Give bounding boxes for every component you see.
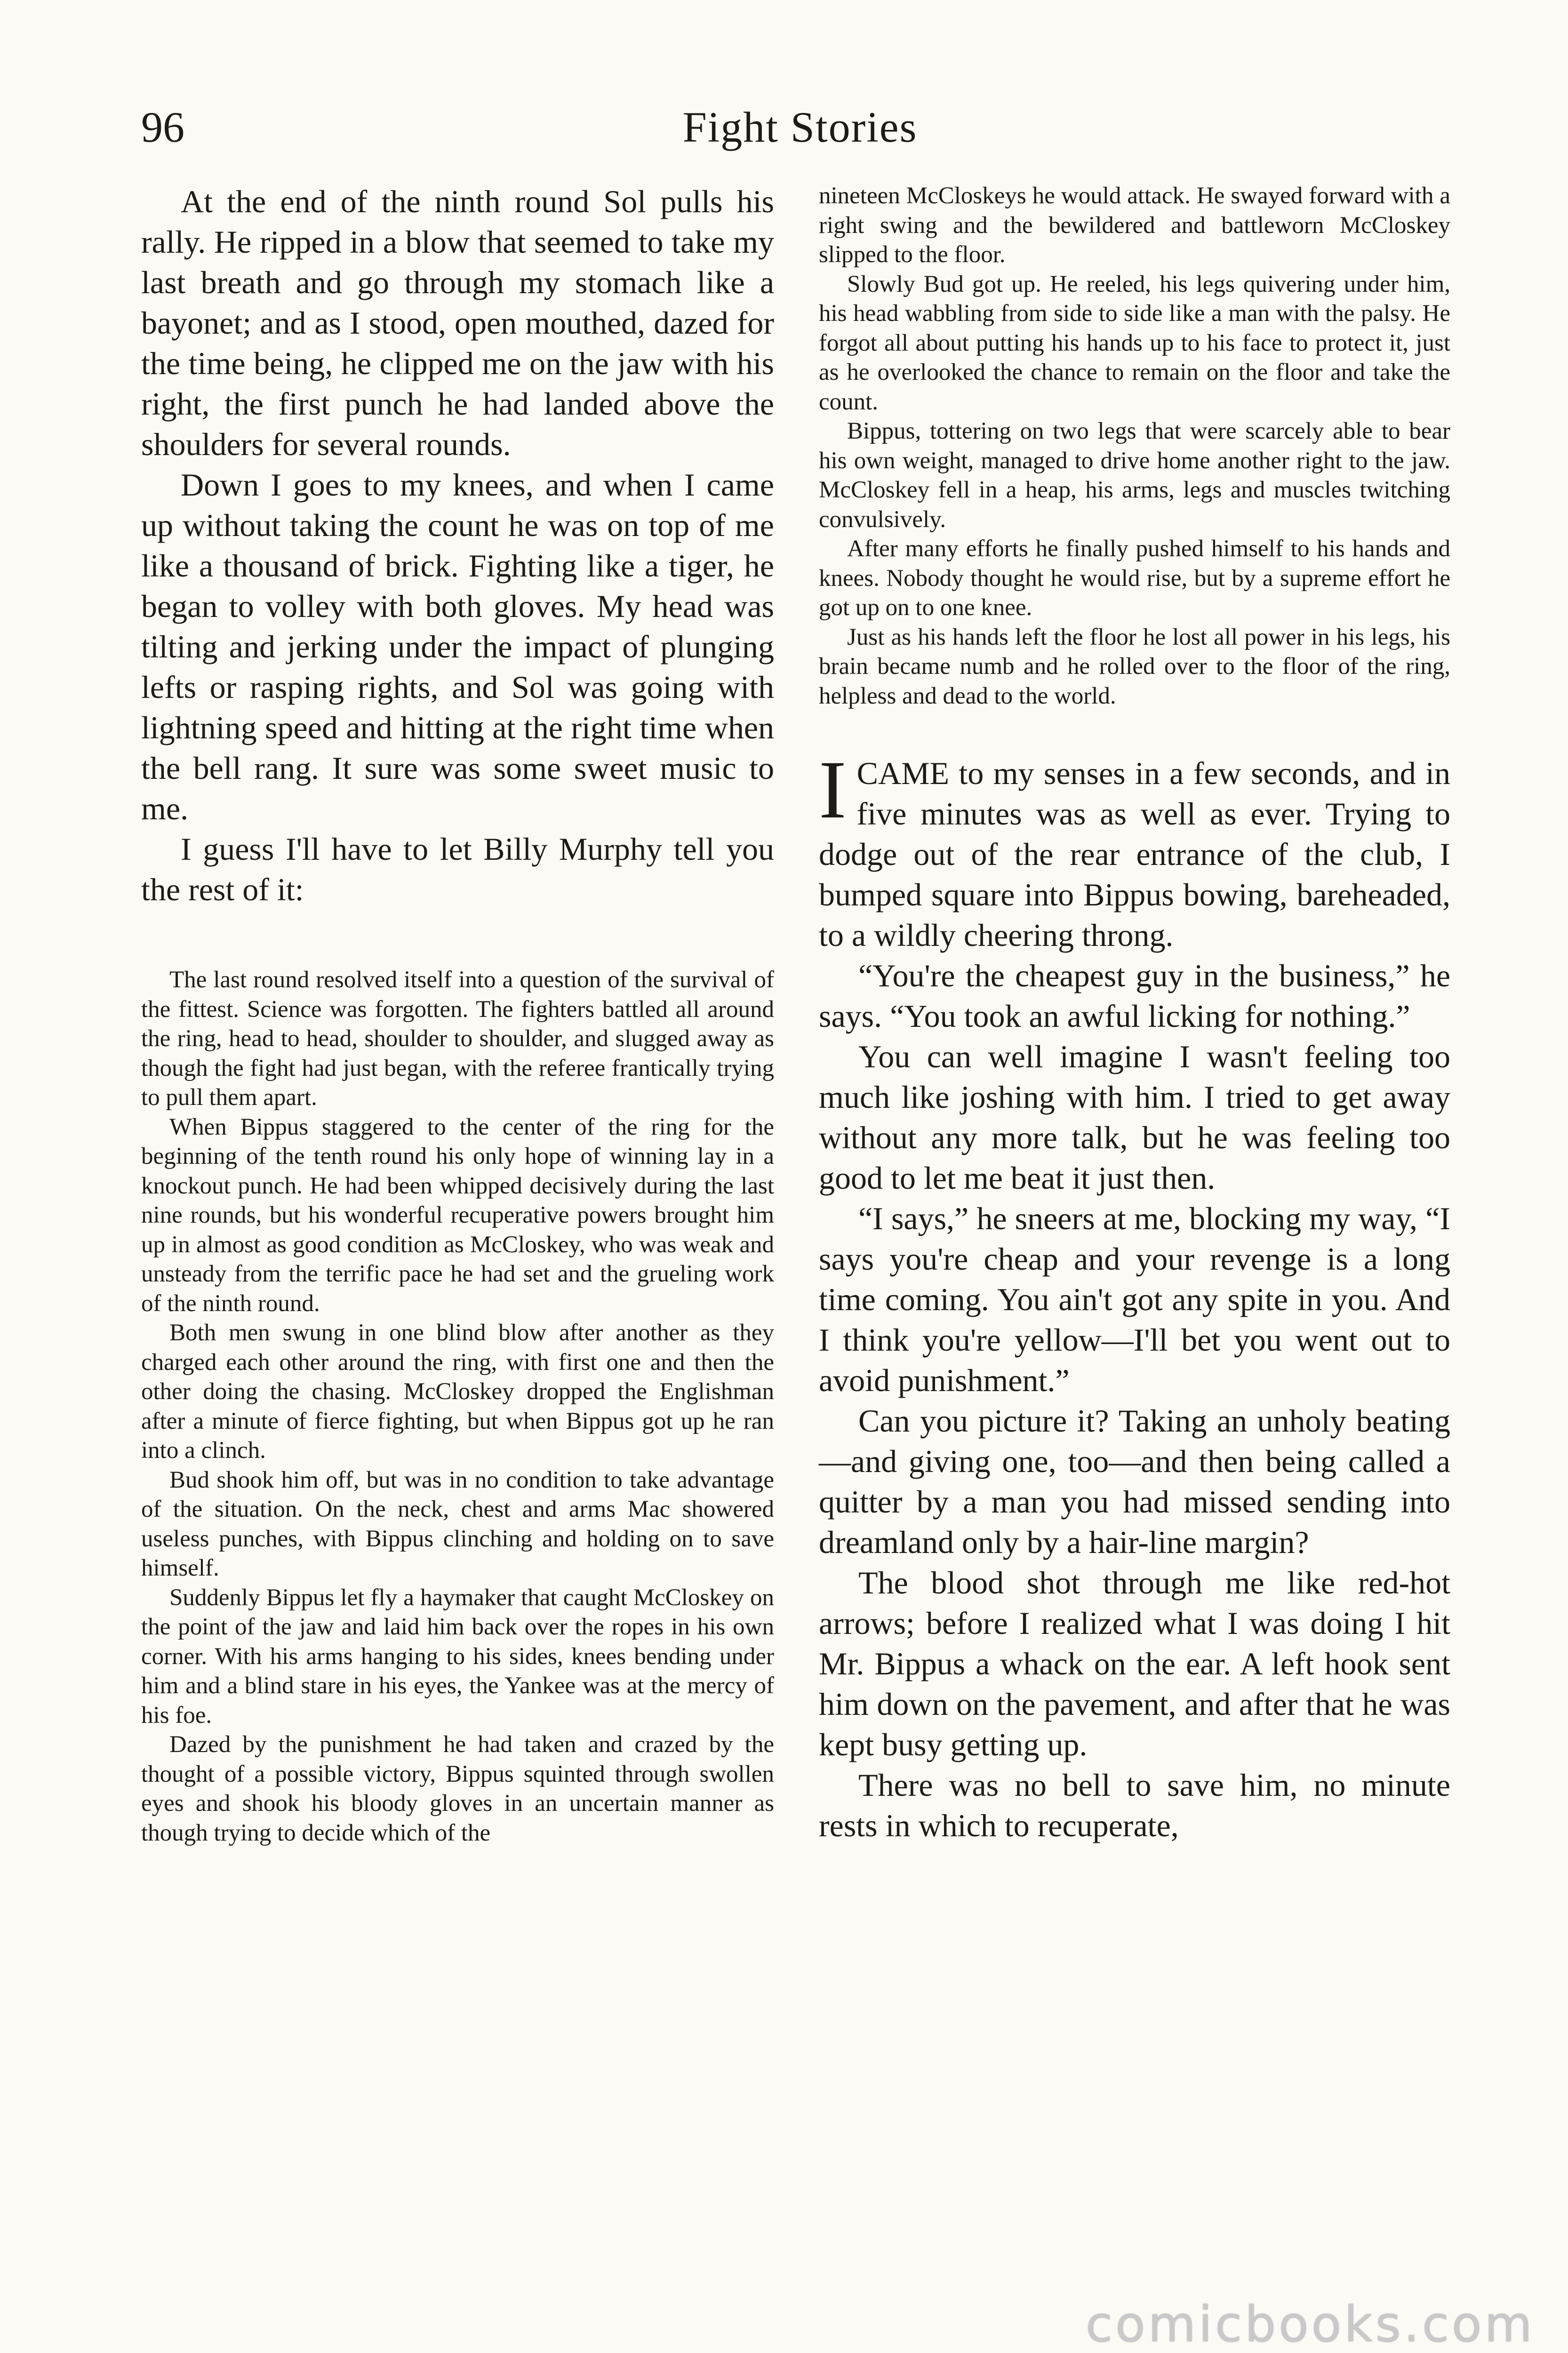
narrative-block [141,181,774,910]
right-column [819,181,1450,1846]
paragraph: There was no bell to save him, no minute rests in which to recuperate, [819,1767,1450,1843]
quoted-paragraph: nineteen McCloskeys he would attack. He swayed forward with a right swing and the bewildered and battleworn McCloskey slipped to the floor. [819,183,1450,268]
narrative-block [819,744,1450,1846]
quoted-paragraph: The last round resolved itself into a question of the survival of the fittest. Science was forgotten. The fighters battled all around the ring, head to head, shoulder to shoulder, and slugged away as though the fight had just began, with the referee frantically trying to pull them apart. [141,967,774,1111]
left-column [141,181,774,1848]
section-opening-paragraph [819,744,1450,955]
quoted-paragraph: Dazed by the punishment he had taken and crazed by the thought of a possible victory, Bippus squinted through swollen eyes and shook his bloody gloves in an uncertain manner as though trying to decide which of the [141,1731,774,1846]
quoted-paragraph: Just as his hands left the floor he lost all power in his legs, his brain became numb and he rolled over to the floor of the ring, helpless and dead to the world. [819,624,1450,709]
running-title: Fight Stories [682,103,918,151]
paragraph: You can well imagine I wasn't feeling too much like joshing with him. I tried to get away without any more talk, but he was feeling too good to let me beat it just then. [819,1039,1450,1196]
quoted-paragraph: Slowly Bud got up. He reeled, his legs quivering under him, his head wabbling from side to side like a man with the palsy. He forgot all about putting his hands up to his face to protect it, just as he overlooked the chance to remain on the floor and take the count. [819,271,1450,415]
quoted-paragraph: After many efforts he finally pushed himself to his hands and knees. Nobody thought he would rise, but by a supreme effort he got up on to one knee. [819,536,1450,621]
quoted-paragraph: Bud shook him off, but was in no condition to take advantage of the situation. On the neck, chest and arms Mac showered useless punches, with Bippus clinching and holding on to save himself. [141,1466,774,1581]
paragraph: “You're the cheapest guy in the business,” he says. “You took an awful licking for nothing.” [819,958,1450,1034]
quoted-report-continued [819,181,1450,711]
quoted-paragraph: Bippus, tottering on two legs that were scarcely able to bear his own weight, managed to drive home another right to the jaw. McCloskey fell in a heap, his arms, legs and muscles twitching convulsively. [819,418,1450,533]
quoted-paragraph: When Bippus staggered to the center of the ring for the beginning of the tenth round his only hope of winning lay in a knockout punch. He had been whipped decisively during the last nine rounds, but his wonderful recuperative powers brought him up in almost as good condition as McCloskey, who was weak and unsteady from the terrific pace he had set and the grueling work of the ninth round. [141,1113,774,1317]
drop-cap: I [819,744,847,836]
watermark: comicbooks.com [1085,2296,1535,2353]
page-number: 96 [141,103,184,151]
paragraph-text: CAME to my senses in a few seconds, and in five minutes was as well as ever. Trying to dodge out of the rear entrance of the club, I bumped square into Bippus bowing, bareheaded, to a wildly cheering throng. [819,755,1450,953]
paragraph: Can you picture it? Taking an unholy beating—and giving one, too—and then being called a quitter by a man you had missed sending into dreamland only by a hair-line margin? [819,1403,1450,1560]
quoted-paragraph: Suddenly Bippus let fly a haymaker that caught McCloskey on the point of the jaw and laid him back over the ropes in his own corner. With his arms hanging to his sides, knees bending under him and a blind stare in his eyes, the Yankee was at the mercy of his foe. [141,1584,774,1729]
paragraph: Down I goes to my knees, and when I came up without taking the count he was on top of me like a thousand of brick. Fighting like a tiger, he began to volley with both gloves. My head was tilting and jerking under the impact of plunging lefts or rasping rights, and Sol was going with lightning speed and hitting at the right time when the bell rang. It sure was some sweet music to me. [141,467,774,826]
paragraph: The blood shot through me like red-hot arrows; before I realized what I was doing I hit Mr. Bippus a whack on the ear. A left hook sent him down on the pavement, and after that he was kept busy getting up. [819,1565,1450,1762]
quoted-report [141,965,774,1848]
paragraph: “I says,” he sneers at me, blocking my way, “I says you're cheap and your revenge is a long time coming. You ain't got any spite in you. And I think you're yellow—I'll bet you went out to avoid punishment.” [819,1201,1450,1398]
paragraph: At the end of the ninth round Sol pulls his rally. He ripped in a blow that seemed to take my last breath and go through my stomach like a bayonet; and as I stood, open mouthed, dazed for the time being, he clipped me on the jaw with his right, the first punch he had landed above the shoulders for several rounds. [141,184,774,462]
page-header [141,92,1459,162]
paragraph: I guess I'll have to let Billy Murphy tell you the rest of it: [141,831,774,907]
quoted-paragraph: Both men swung in one blind blow after another as they charged each other around the ring, with first one and then the other doing the chasing. McCloskey dropped the Englishman after a minute of fierce fighting, but when Bippus got up he ran into a clinch. [141,1320,774,1464]
